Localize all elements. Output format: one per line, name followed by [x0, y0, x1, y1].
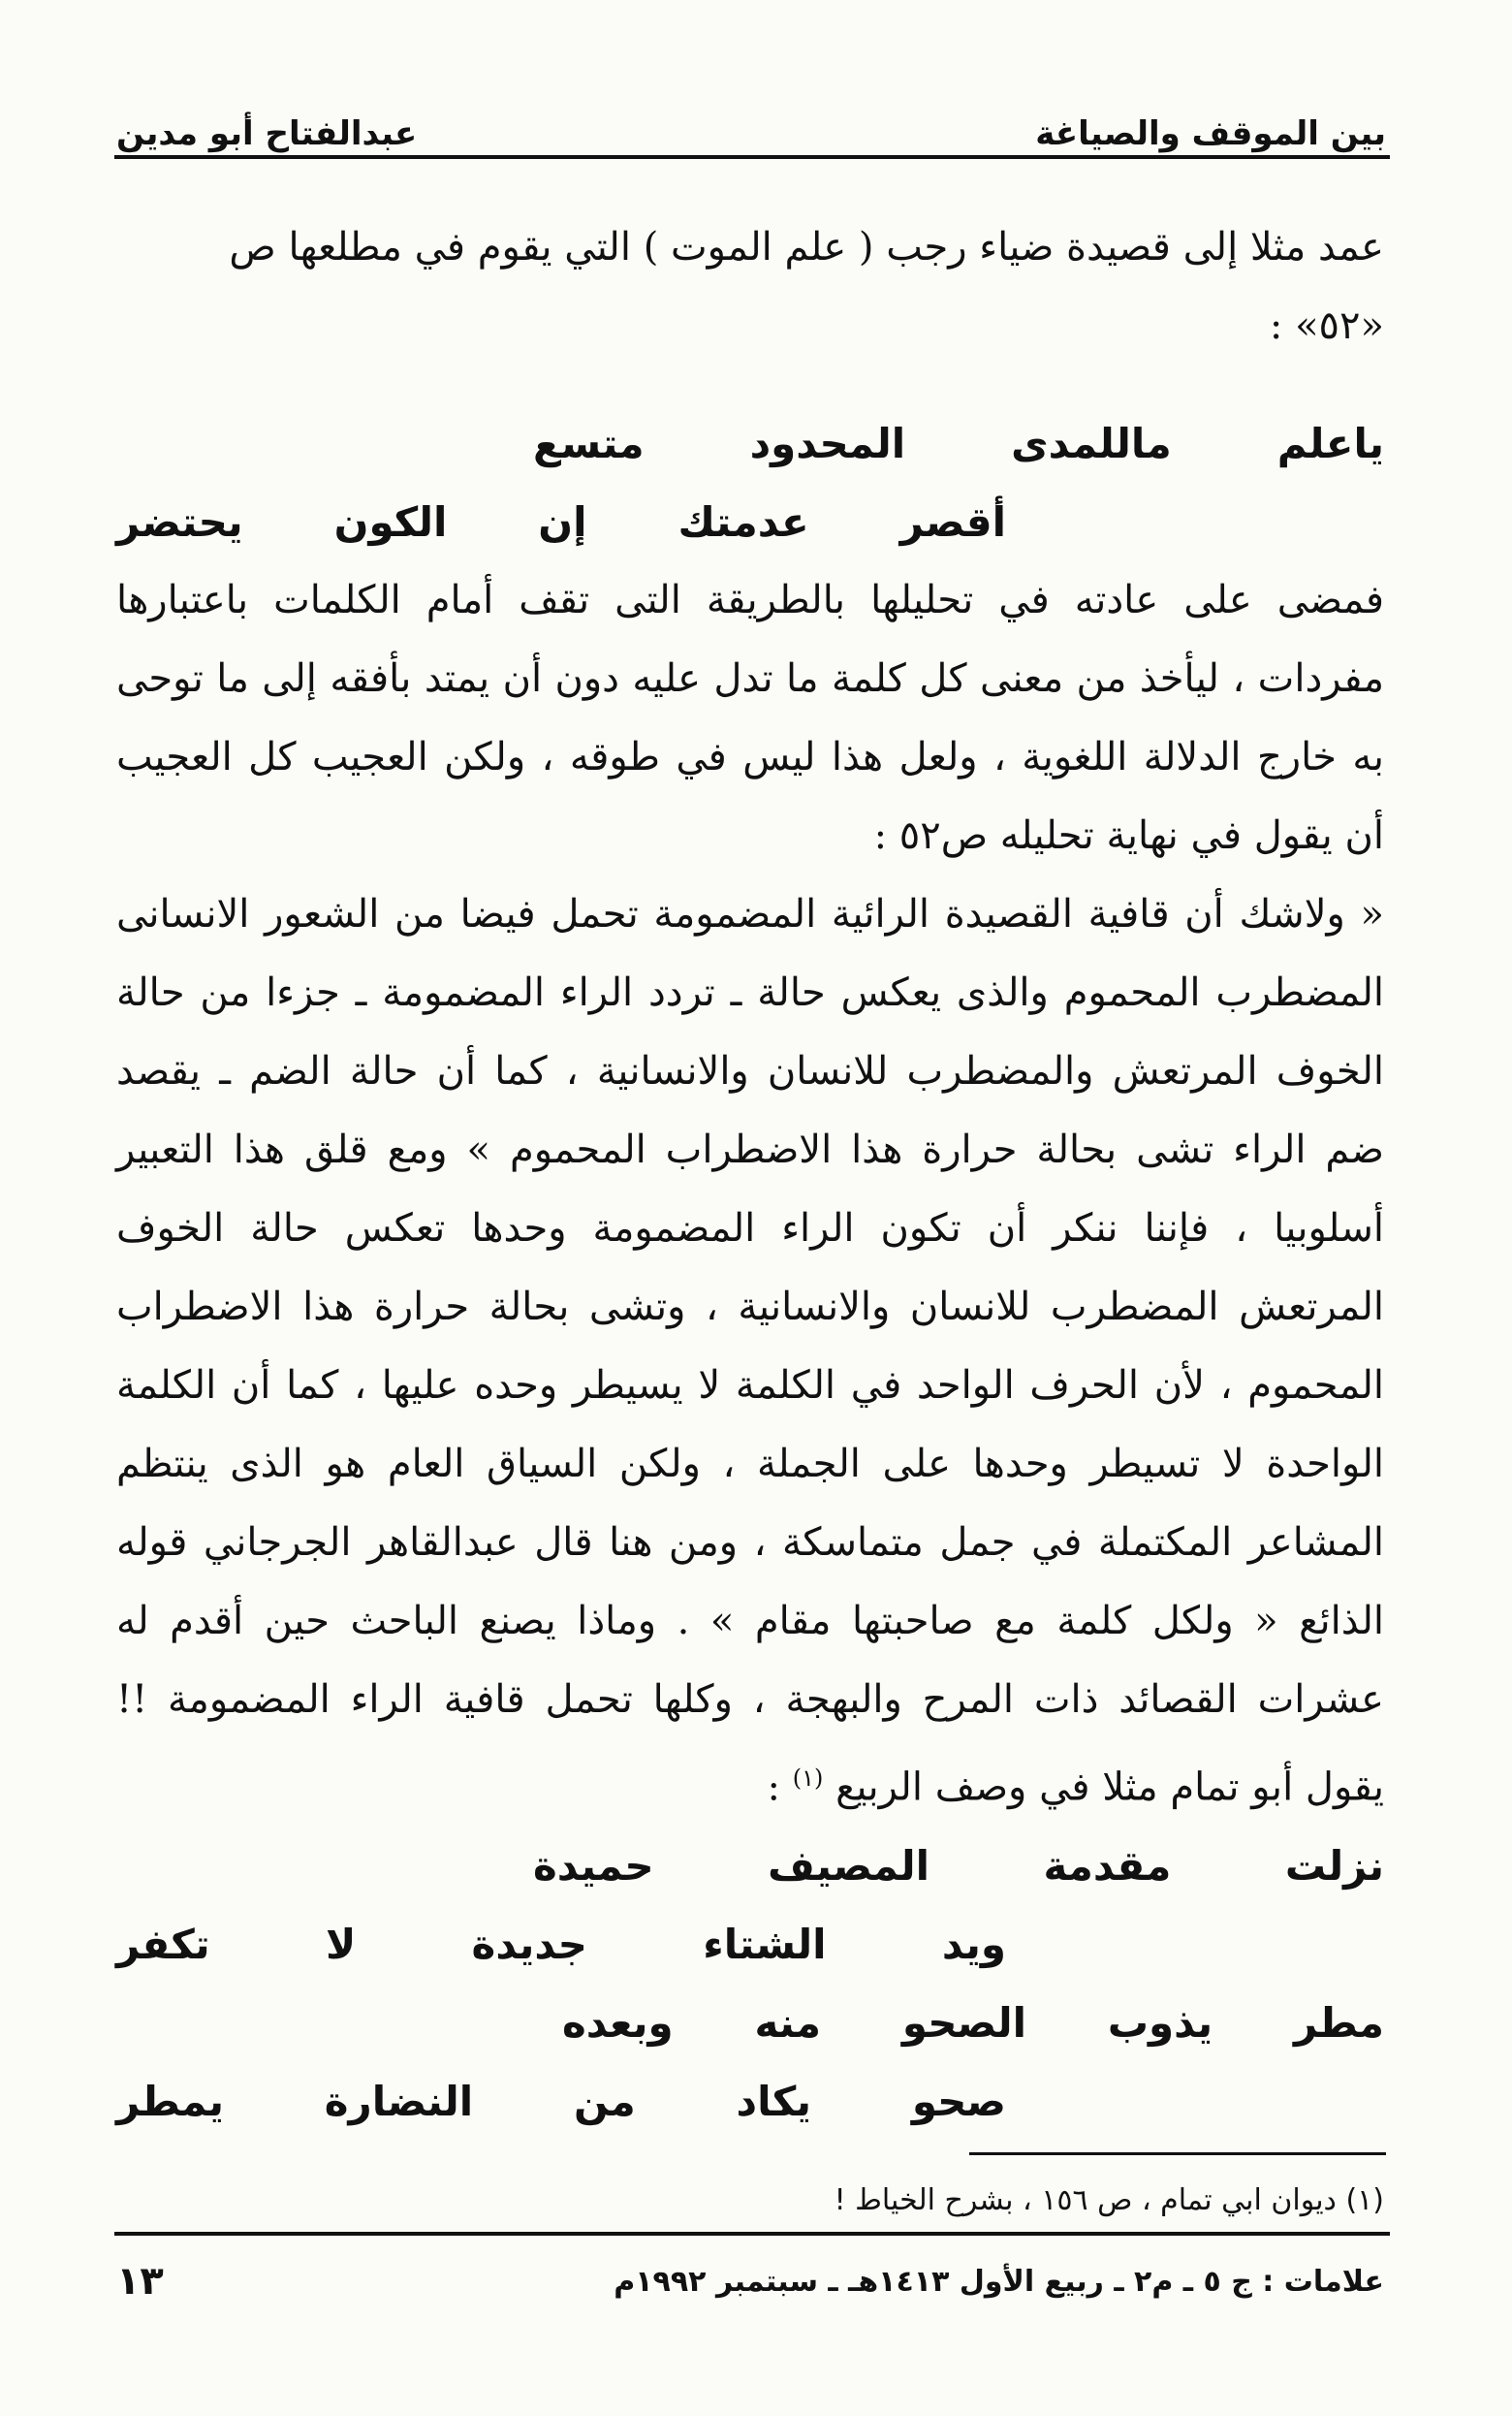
paragraph: فمضى على عادته في تحليلها بالطريقة التى تقف أمام الكلمات باعتبارها مفردات ، ليأخذ من معنى كل كلمة ما تدل عليه دون أن يمتد بأفقه إلى ما توحى به خارج الدلالة اللغوية ، ولعل هذا ليس في طوقه ، ولكن العجيب كل العجيب أن يقول في نهاية تحليله ص٥٢ :	[116, 578, 1384, 858]
verse-line: ياعلم ماللمدى المحدود متسع	[533, 420, 1384, 467]
header-title: بين الموقف والصياغة	[1035, 114, 1386, 153]
verse-line: أقصر عدمتك إن الكون يحتضر	[116, 498, 1006, 546]
quoted-paragraph: « ولاشك أن قافية القصيدة الرائية المضمومة تحمل فيضا من الشعور الانسانى المضطرب المحموم والذى يعكس حالة ـ تردد الراء المضمومة ـ جزءا من حالة الخوف المرتعش والمضطرب للانسان والانسانية ، كما أن حالة الضم ـ يقصد ضم الراء تشى بحالة حرارة هذا الاضطراب المحموم » ومع قلق هذا التعبير أسلوبيا ، فإننا ننكر أن تكون الراء المضمومة وحدها تعكس حالة الخوف المرتعش المضطرب للانسان والانسانية ، وتشى بحالة حرارة هذا الاضطراب المحموم ، لأن الحرف الواحد في الكلمة لا يسيطر وحده عليها ، كما أن الكلمة الواحدة لا تسيطر وحدها على الجملة ، ولكن السياق العام هو الذى ينتظم المشاعر المكتملة في جمل متماسكة ، ومن هنا قال عبدالقاهر الجرجاني قوله الذائع « ولكل كلمة مع صاحبتها مقام » . وماذا يصنع الباحث حين أقدم له عشرات القصائد ذات المرح والبهجة ، وكلها تحمل قافية الراء المضمومة !! يقول أبو تمام مثلا في وصف الربيع $^{(١)}$ :	[116, 892, 1385, 1810]
page-number: ١٣	[116, 2259, 164, 2304]
running-header	[116, 85, 1386, 153]
header-author: عبدالفتاح أبو مدين	[116, 114, 418, 153]
verse-line: ويد الشتاء جديدة لا تكفر	[116, 1921, 1006, 1969]
footnote-rule	[969, 2152, 1386, 2155]
footnote-ref: (١)	[792, 1764, 824, 1792]
verse-line: مطر يذوب الصحو منه وبعده	[562, 1999, 1384, 2048]
body-text	[116, 208, 1384, 2141]
verse-line: نزلت مقدمة المصيف حميدة	[533, 1842, 1384, 1891]
footnote: (١) ديوان ابي تمام ، ص ١٥٦ ، بشرح الخياط !	[834, 2183, 1384, 2217]
journal-citation: علامات : ج ٥ ـ م٢ ـ ربيع الأول ١٤١٣هـ ـ سبتمبر ١٩٩٢م	[614, 2264, 1384, 2299]
quote-text: « ولاشك أن قافية القصيدة الرائية المضمومة تحمل فيضا من الشعور الانسانى المضطرب المحموم والذى يعكس حالة ـ تردد الراء المضمومة ـ جزءا من حالة الخوف المرتعش والمضطرب للانسان والانسانية ، كما أن حالة الضم ـ يقصد ضم الراء تشى بحالة حرارة هذا الاضطراب المحموم » ومع قلق هذا التعبير أسلوبيا ، فإننا ننكر أن تكون الراء المضمومة وحدها تعكس حالة الخوف المرتعش المضطرب للانسان والانسانية ، وتشى بحالة حرارة هذا الاضطراب المحموم ، لأن الحرف الواحد في الكلمة لا يسيطر وحده عليها ، كما أن الكلمة الواحدة لا تسيطر وحدها على الجملة ، ولكن السياق العام هو الذى ينتظم المشاعر المكتملة في جمل متماسكة ، ومن هنا قال عبدالقاهر الجرجاني قوله الذائع « ولكل كلمة مع صاحبتها مقام » . وماذا يصنع الباحث حين أقدم له عشرات القصائد ذات المرح والبهجة ، وكلها تحمل قافية الراء المضمومة !! يقول أبو تمام مثلا في وصف الربيع	[116, 892, 1385, 1810]
verse-line: صحو يكاد من النضارة يمطر	[116, 2078, 1006, 2126]
intro-line-1: عمد مثلا إلى قصيدة ضياء رجب ( علم الموت ) التي يقوم في مطلعها ص	[229, 225, 1384, 270]
intro-line-2: «٥٢» :	[1269, 303, 1384, 348]
header-rule	[114, 155, 1390, 159]
bottom-rule	[114, 2232, 1390, 2236]
page-footer	[116, 2247, 1384, 2315]
